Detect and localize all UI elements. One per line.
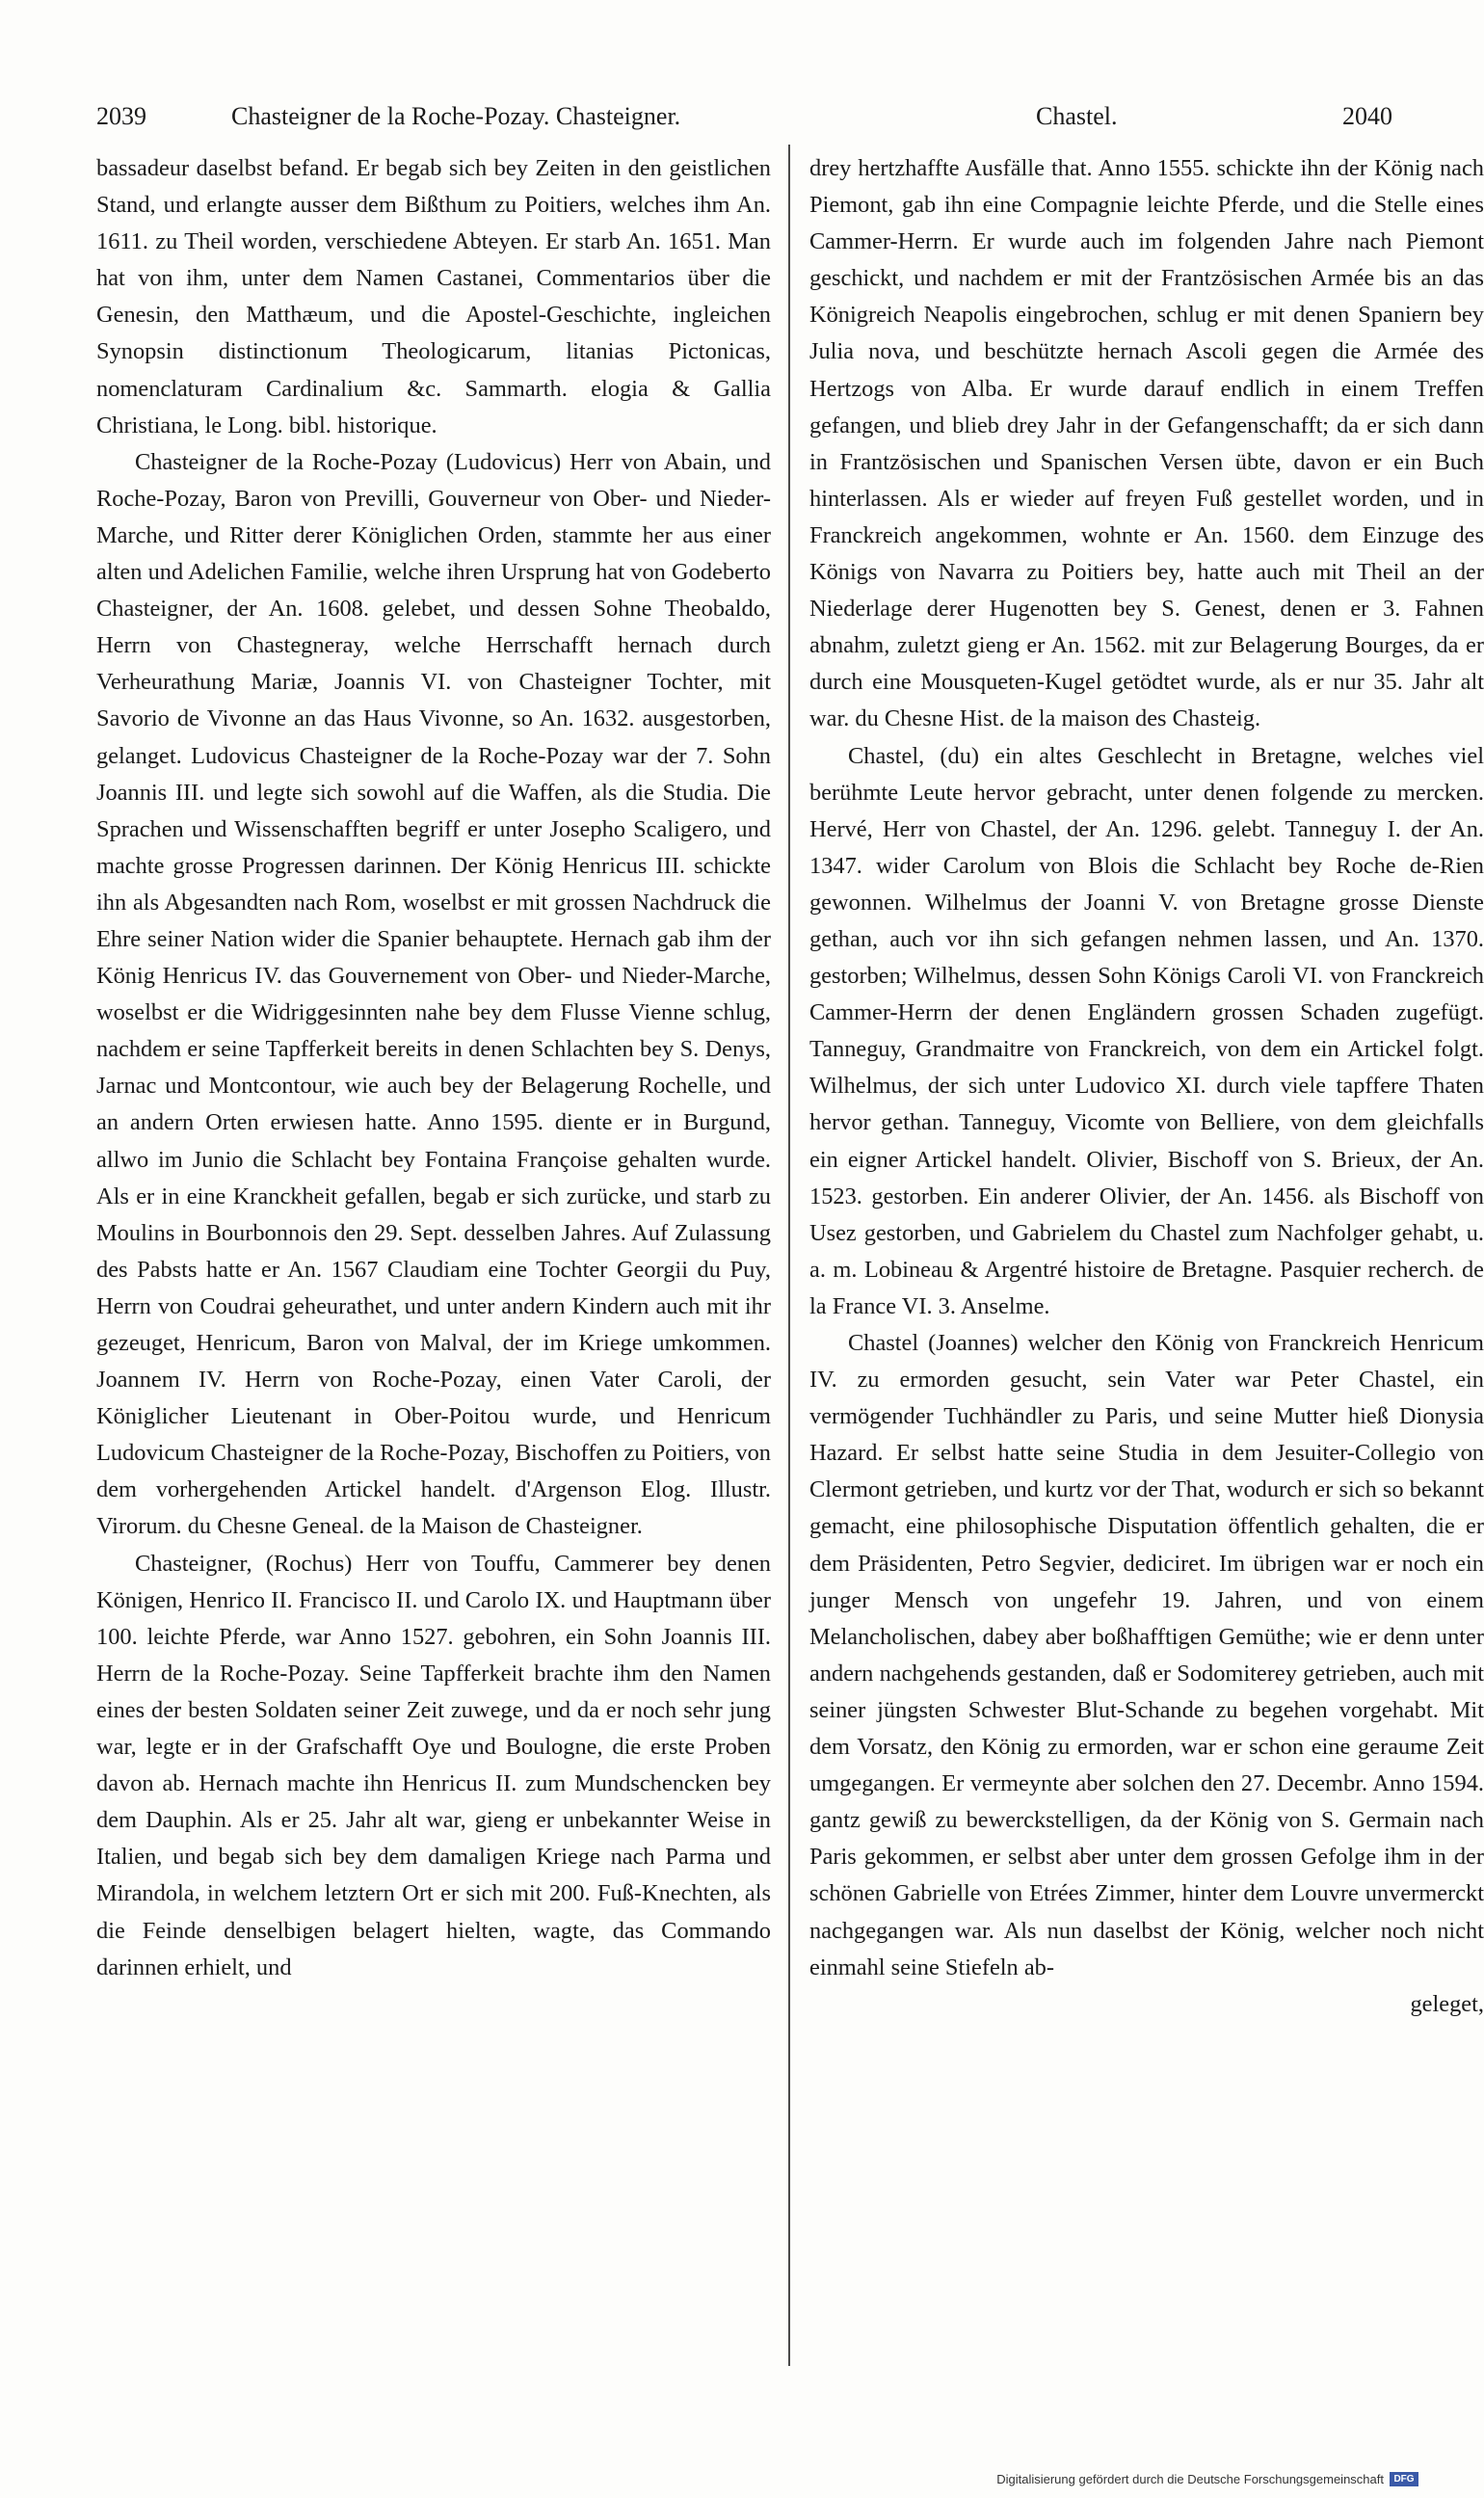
paragraph: Chasteigner de la Roche-Pozay (Ludovicus) Herr von Abain, und Roche-Pozay, Baron von Previlli, Gouverneur von Ober- und Nieder-Marche, und Ritter derer Königlichen Orden, stammte her aus einer alten und Adelichen Familie, welche ihren Ursprung hat von Godeberto Chasteigner, der An. 1608. gelebet, und dessen Sohne Theobaldo, Herrn von Chastegneray, welche Herrschafft hernach durch Verheurathung Mariæ, Joannis VI. von Chasteigner Tochter, mit Savorio de Vivonne an das Haus Vivonne, so An. 1632. ausgestorben, gelanget. Ludovicus Chasteigner de la Roche-Pozay war der 7. Sohn Joannis III. und legte sich sowohl auf die Waffen, als die Studia. Die Sprachen und Wissenschafften begriff er unter Josepho Scaligero, und machte grosse Progressen darinnen. Der König Henricus III. schickte ihn als Abgesandten nach Rom, woselbst er mit grossen Nachdruck die Ehre seiner Nation wider die Spanier behauptete. Hernach gab ihm der König Henricus IV. das Gouvernement von Ober- und Nieder-Marche, woselbst er die Widriggesinnten nahe bey dem Flusse Vienne schlug, nachdem er seine Tapfferkeit bereits in denen Schlachten bey S. Denys, Jarnac und Montcontour, wie auch bey der Belagerung Rochelle, und an andern Orten erwiesen hatte. Anno 1595. diente er in Burgund, allwo im Junio die Schlacht bey Fontaina Françoise gehalten wurde. Als er in eine Kranckheit gefallen, begab er sich zurücke, und starb zu Moulins in Bourbonnois den 29. Sept. desselben Jahres. Auf Zulassung des Pabsts hatte er An. 1567 Claudiam eine Tochter Georgii du Puy, Herrn von Coudrai geheurathet, und unter andern Kindern auch mit ihr gezeuget, Henricum, Baron von Malval, der im Kriege umkommen. Joannem IV. Herrn von Roche-Pozay, einen Vater Caroli, der Königlicher Lieutenant in Ober-Poitou wurde, und Henricum Ludovicum Chasteigner de la Roche-Pozay, Bischoffen zu Poitiers, von dem vorhergehenden Artickel handelt. d'Argenson Elog. Illustr. Virorum. du Chesne Geneal. de la Maison de Chasteigner. xyxy=(96,448,771,1540)
page-header xyxy=(96,96,1392,143)
dfg-logo: DFG xyxy=(1390,2472,1418,2486)
right-column xyxy=(809,150,1484,2023)
running-head-left: Chasteigner de la Roche-Pozay. Chasteigner. xyxy=(231,102,681,130)
paragraph: drey hertzhaffte Ausfälle that. Anno 1555. schickte ihn der König nach Piemont, gab ihn eine Compagnie leichte Pferde, und die Stelle eines Cammer-Herrn. Er wurde auch im folgenden Jahre nach Piemont geschickt, und nachdem er mit der Frantzösischen Armée bis an das Königreich Neapolis eingebrochen, schlug er mit denen Spaniern bey Julia nova, und beschützte hernach Ascoli gegen die Armée des Hertzogs von Alba. Er wurde darauf endlich in einem Treffen gefangen, und blieb drey Jahr in der Gefangenschafft; da er sich dann in Frantzösischen und Spanischen Versen übte, davon er ein Buch hinterlassen. Als er wieder auf freyen Fuß gestellet worden, und in Franckreich angekommen, wohnte er An. 1560. dem Einzuge des Königs von Navarra zu Poitiers bey, hatte auch mit Theil an der Niederlage derer Hugenotten bey S. Genest, denen er 3. Fahnen abnahm, zuletzt gieng er An. 1562. mit zur Belagerung Bourges, da er durch eine Mousqueten-Kugel getödtet wurde, als er nur 35. Jahr alt war. du Chesne Hist. de la maison des Chasteig. xyxy=(809,155,1484,732)
funding-credit: Digitalisierung gefördert durch die Deutsche Forschungsgemeinschaft xyxy=(996,2472,1384,2486)
paragraph: geleget, xyxy=(1410,1990,1484,2017)
page-number-right: 2040 xyxy=(1342,102,1392,130)
paragraph: bassadeur daselbst befand. Er begab sich bey Zeiten in den geistlichen Stand, und erlangte ausser dem Bißthum zu Poitiers, welches ihm An. 1611. zu Theil worden, verschiedene Abteyen. Er starb An. 1651. Man hat von ihm, unter dem Namen Castanei, Commentarios über die Genesin, den Matthæum, und die Apostel-Geschichte, ingleichen Synopsin distinctionum Theologicarum, litanias Pictonicas, nomenclaturam Cardinalium &c. Sammarth. elogia & Gallia Christiana, le Long. bibl. historique. xyxy=(96,155,771,438)
footer xyxy=(996,2472,1418,2486)
paragraph: Chastel, (du) ein altes Geschlecht in Bretagne, welches viel berühmte Leute hervor gebracht, unter denen folgende zu mercken. Hervé, Herr von Chastel, der An. 1296. gelebt. Tanneguy I. der An. 1347. wider Carolum von Blois die Schlacht bey Roche de-Rien gewonnen. Wilhelmus der Joanni V. von Bretagne grosse Dienste gethan, auch vor ihn sich gefangen nehmen lassen, und An. 1370. gestorben; Wilhelmus, dessen Sohn Königs Caroli VI. von Franckreich Cammer-Herrn der denen Engländern grossen Schaden zugefügt. Tanneguy, Grandmaitre von Franckreich, von dem ein Artickel folgt. Wilhelmus, der sich unter Ludovico XI. durch viele tapffere Thaten hervor gethan. Tanneguy, Vicomte von Belliere, von dem gleichfalls ein eigner Artickel handelt. Olivier, Bischoff von S. Brieux, der An. 1523. gestorben. Ein anderer Olivier, der An. 1456. als Bischoff von Usez gestorben, und Gabrielem du Chastel zum Nachfolger gehabt, u. a. m. Lobineau & Argentré histoire de Bretagne. Pasquier recherch. de la France VI. 3. Anselme. xyxy=(809,742,1484,1319)
page-number-left: 2039 xyxy=(96,102,146,130)
paragraph: Chastel (Joannes) welcher den König von Franckreich Henricum IV. zu ermorden gesucht, sein Vater war Peter Chastel, ein vermögender Tuchhändler zu Paris, und seine Mutter hieß Dionysia Hazard. Er selbst hatte seine Studia in dem Jesuiter-Collegio von Clermont getrieben, und kurtz vor der That, wodurch er sich so bekannt gemacht, eine philosophische Disputation öffentlich gehalten, die er dem Präsidenten, Petro Segvier, dediciret. Im übrigen war er noch ein junger Mensch von ungefehr 19. Jahren, und von einem Melancholischen, dabey aber boßhafftigen Gemüthe; wie er denn unter andern nachgehends gestanden, daß er Sodomiterey getrieben, auch mit seiner jüngsten Schwester Blut-Schande zu begehen vorgehabt. Mit dem Vorsatz, den König zu ermorden, war er schon eine geraume Zeit umgegangen. Er vermeynte aber solchen den 27. Decembr. Anno 1594. gantz gewiß zu bewerckstelligen, da der König von S. Germain nach Paris gekommen, er selbst aber unter dem grossen Gefolge ihm in der schönen Gabrielle von Etrées Zimmer, hinter dem Louvre unvermerckt nachgegangen war. Als nun daselbst der König, welcher noch nicht einmahl seine Stiefeln ab- xyxy=(809,1330,1484,1980)
paragraph: Chasteigner, (Rochus) Herr von Touffu, Cammerer bey denen Königen, Henrico II. Francisco II. und Carolo IX. und Hauptmann über 100. leichte Pferde, war Anno 1527. gebohren, ein Sohn Joannis III. Herrn de la Roche-Pozay. Seine Tapfferkeit brachte ihm den Namen eines der besten Soldaten seiner Zeit zuwege, und da er noch sehr jung war, legte er in der Grafschafft Oye und Boulogne, die erste Proben davon ab. Hernach machte ihn Henricus II. zum Mundschencken bey dem Dauphin. Als er 25. Jahr alt war, gieng er unbekannter Weise in Italien, und begab sich bey dem damaligen Kriege nach Parma und Mirandola, in welchem letztern Ort er sich mit 200. Fuß-Knechten, als die Feinde denselbigen belagert hielten, wagte, das Commando darinnen erhielt, und xyxy=(96,1550,771,1980)
left-column xyxy=(96,150,771,1986)
column-divider xyxy=(788,145,790,2366)
running-head-right: Chastel. xyxy=(1036,102,1118,130)
